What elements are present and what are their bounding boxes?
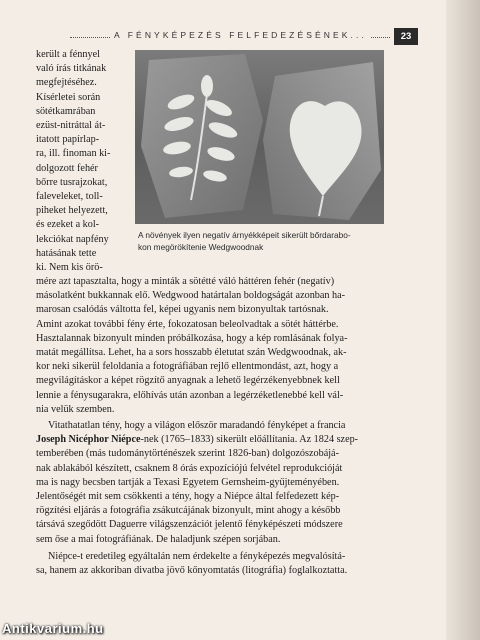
text-line: társává szegődött Daguerre világszenzációt jelentő fényképészeti módszere: [36, 519, 343, 531]
text-line: ezüst-nitráttal át-: [36, 120, 106, 132]
text-line: Jelentőségét mit sem csökkenti a tény, hogy a Niépce által felfedezett kép-: [36, 491, 340, 503]
text-line: Kísérletei során: [36, 91, 101, 103]
text-line: Hasztalannak bizonyult minden próbálkozása, hogy a kép romlásának folya-: [36, 332, 348, 344]
text-line: és ezeket a kol-: [36, 219, 100, 231]
watermark: Antikvarium.hu: [2, 621, 104, 636]
text-line: került a fénnyel: [36, 49, 100, 60]
running-header: [70, 28, 418, 46]
text-line: Vitathatatlan tény, hogy a világon először maradandó fényképet a francia: [48, 420, 346, 431]
text-line: nia velük szemben.: [36, 403, 115, 415]
text-line: sötétkamrában: [36, 105, 96, 117]
figure-photo: [135, 50, 384, 224]
narrow-text-column: [36, 48, 124, 275]
text-run: -nek (1765–1833) sikerült előállítania. Az 1824 szep-: [140, 434, 359, 446]
text-line: temberében (más tudománytörténészek szerint 1826-ban) dolgozószobájá-: [36, 448, 339, 460]
text-line: [36, 433, 422, 447]
body-paragraph-3: [36, 550, 422, 578]
text-line: megvilágításkor a képet rögzítő anyagnak a lehető legérzékenyebbnek kell: [36, 375, 340, 387]
text-line: rögzítési eljárás a fotográfia zsákutcájának bizonyult, mint ahogy a később: [36, 505, 341, 517]
text-line: Amint azokat további fény érte, fokozatosan beleolvadtak a sötét háttérbe.: [36, 318, 339, 330]
text-line: sa, hanem az akkoriban divatba jövő kőnyomtatás (litográfia) foglalkoztatta.: [36, 565, 348, 577]
text-line: bőrre tusrajzokat,: [36, 176, 108, 188]
body-paragraph-1: [36, 275, 422, 417]
text-line: matát megállítsa. Lehet, ha a sors hosszabb életutat szán Wedgwoodnak, ak-: [36, 347, 347, 359]
text-line: másolatként bukkannak elő. Wedgwood határtalan boldogságát azonban ha-: [36, 290, 346, 302]
text-line: mére azt tapasztalta, hogy a minták a sötétté váló háttéren fehér (negatív): [36, 276, 335, 287]
text-line: nak ablakából készített, csaknem 8 órás expozíciójú felvétel reprodukcióját: [36, 462, 343, 474]
text-line: való írás titkának: [36, 63, 107, 75]
page-number: 23: [394, 28, 418, 45]
text-line: Niépce-t eredetileg egyáltalán nem érdekelte a fényképezés megvalósítá-: [48, 551, 346, 562]
page-edge: [446, 0, 480, 640]
text-line: lennie a fénysugarakra, előhívás után azonban a legérzéketlenebbé kell vál-: [36, 389, 344, 401]
header-title: A FÉNYKÉPEZÉS FELFEDEZÉSÉNEK...: [110, 30, 371, 40]
text-line: hatásának tette: [36, 247, 97, 259]
figure-caption: [138, 230, 390, 253]
text-line: ki. Nem kis örö-: [36, 262, 103, 274]
text-line: piheket helyezett,: [36, 205, 108, 217]
caption-line: A növények ilyen negatív árnyékképeit sikerült bőrdarabo-: [138, 230, 351, 240]
text-line: ma is nagy becsben tartják a Texasi Egyetem Gernsheim-gyűjteményében.: [36, 476, 340, 488]
leaf-photograph: [135, 50, 384, 224]
text-line: faleveleket, toll-: [36, 191, 103, 203]
text-line: marosan csalódás váltotta fel, képei ugyanis nem bizonyultak tartósnak.: [36, 304, 329, 316]
text-line: kor neki sikerül feloldania a fotográfiában rejlő ellentmondást, azt, hogy a: [36, 361, 339, 373]
text-line: itatott papírlap-: [36, 134, 100, 146]
person-name: Joseph Nicéphor Niépce: [36, 434, 141, 446]
body-paragraph-2: [36, 419, 422, 547]
text-line: dolgozott fehér: [36, 162, 98, 174]
caption-line: kon megörökítenie Wedgwoodnak: [138, 241, 264, 252]
text-line: sem őse a mai fotográfiának. De haladjunk szépen sorjában.: [36, 533, 281, 545]
text-line: ra, ill. finoman ki-: [36, 148, 111, 160]
text-line: lekciókat napfény: [36, 233, 109, 245]
text-line: megfejtéséhez.: [36, 77, 97, 89]
